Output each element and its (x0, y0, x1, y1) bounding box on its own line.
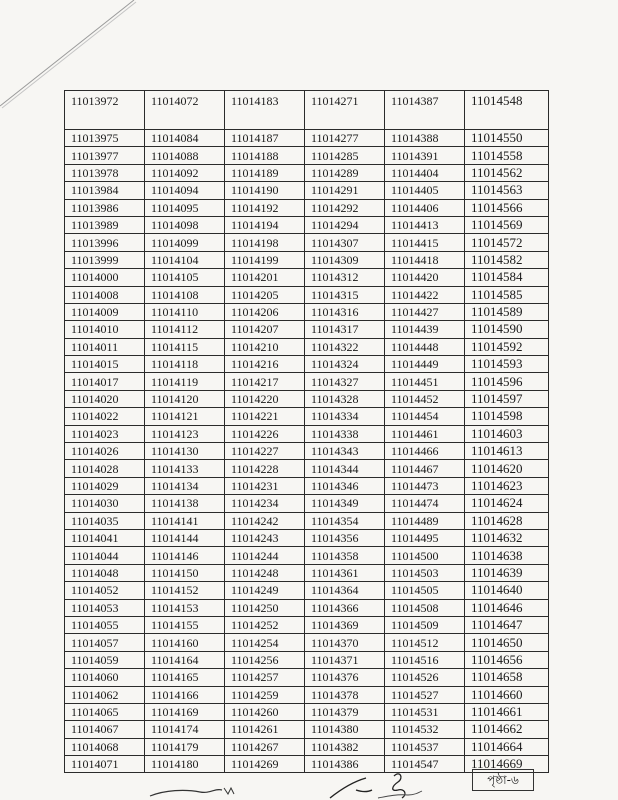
table-cell: 11014598 (465, 408, 549, 425)
table-row (65, 182, 549, 199)
table-row (65, 373, 549, 390)
table-cell: 11014505 (385, 582, 465, 599)
table-cell: 11014067 (65, 721, 145, 738)
table-cell: 11014596 (465, 373, 549, 390)
table-cell: 11014118 (145, 356, 225, 373)
table-cell: 11014192 (225, 199, 305, 216)
table-cell: 11014244 (225, 547, 305, 564)
table-cell: 11014628 (465, 512, 549, 529)
table-cell: 11014055 (65, 616, 145, 633)
table-cell: 11014257 (225, 669, 305, 686)
table-cell: 11014358 (305, 547, 385, 564)
roll-number-table-body (65, 91, 549, 773)
table-cell: 11014048 (65, 564, 145, 581)
table-cell: 11014271 (305, 91, 385, 130)
signature-3-date (378, 791, 422, 798)
table-cell: 11014582 (465, 251, 549, 268)
table-cell: 11014420 (385, 269, 465, 286)
table-cell: 11014388 (385, 130, 465, 147)
table-row (65, 234, 549, 251)
table-cell: 11013972 (65, 91, 145, 130)
table-cell: 11014361 (305, 564, 385, 581)
table-cell: 11014572 (465, 234, 549, 251)
table-cell: 11014531 (385, 703, 465, 720)
table-cell: 11014537 (385, 738, 465, 755)
table-cell: 11014406 (385, 199, 465, 216)
table-cell: 11014509 (385, 616, 465, 633)
table-cell: 11014269 (225, 756, 305, 773)
table-cell: 11014242 (225, 512, 305, 529)
table-cell: 11014166 (145, 686, 225, 703)
table-cell: 11014094 (145, 182, 225, 199)
table-cell: 11014252 (225, 616, 305, 633)
table-cell: 11014020 (65, 390, 145, 407)
table-cell: 11014566 (465, 199, 549, 216)
table-cell: 11013996 (65, 234, 145, 251)
table-row (65, 130, 549, 147)
table-cell: 11013977 (65, 147, 145, 164)
table-cell: 11014508 (385, 599, 465, 616)
table-cell: 11014194 (225, 216, 305, 233)
table-cell: 11014294 (305, 216, 385, 233)
table-cell: 11014405 (385, 182, 465, 199)
table-cell: 11014198 (225, 234, 305, 251)
table-row (65, 669, 549, 686)
roll-number-table (64, 90, 549, 773)
table-cell: 11014017 (65, 373, 145, 390)
table-cell: 11014613 (465, 443, 549, 460)
table-cell: 11014307 (305, 234, 385, 251)
table-cell: 11014376 (305, 669, 385, 686)
table-cell: 11014593 (465, 356, 549, 373)
table-cell: 11014312 (305, 269, 385, 286)
table-cell: 11014267 (225, 738, 305, 755)
table-cell: 11014467 (385, 460, 465, 477)
table-cell: 11014260 (225, 703, 305, 720)
table-cell: 11014291 (305, 182, 385, 199)
table-cell: 11014138 (145, 495, 225, 512)
table-cell: 11013986 (65, 199, 145, 216)
table-cell: 11014516 (385, 651, 465, 668)
table-cell: 11014169 (145, 703, 225, 720)
table-row (65, 460, 549, 477)
table-cell: 11014356 (305, 529, 385, 546)
table-cell: 11014026 (65, 443, 145, 460)
table-cell: 11014369 (305, 616, 385, 633)
table-cell: 11014174 (145, 721, 225, 738)
table-cell: 11014391 (385, 147, 465, 164)
table-cell: 11014364 (305, 582, 385, 599)
table-cell: 11014562 (465, 164, 549, 181)
table-cell: 11014227 (225, 443, 305, 460)
table-cell: 11014328 (305, 390, 385, 407)
table-cell: 11014044 (65, 547, 145, 564)
table-cell: 11014590 (465, 321, 549, 338)
table-cell: 11014427 (385, 303, 465, 320)
table-cell: 11014259 (225, 686, 305, 703)
table-cell: 11014322 (305, 338, 385, 355)
table-cell: 11014130 (145, 443, 225, 460)
table-cell: 11014248 (225, 564, 305, 581)
table-row (65, 686, 549, 703)
table-row (65, 251, 549, 268)
table-cell: 11014466 (385, 443, 465, 460)
table-cell: 11014584 (465, 269, 549, 286)
table-cell: 11014292 (305, 199, 385, 216)
table-cell: 11014165 (145, 669, 225, 686)
table-cell: 11014022 (65, 408, 145, 425)
table-cell: 11014010 (65, 321, 145, 338)
table-cell: 11014646 (465, 599, 549, 616)
table-cell: 11014189 (225, 164, 305, 181)
table-cell: 11014152 (145, 582, 225, 599)
table-cell: 11014309 (305, 251, 385, 268)
table-cell: 11014662 (465, 721, 549, 738)
table-row (65, 321, 549, 338)
table-cell: 11014289 (305, 164, 385, 181)
table-row (65, 616, 549, 633)
table-cell: 11014638 (465, 547, 549, 564)
table-cell: 11014639 (465, 564, 549, 581)
table-cell: 11014338 (305, 425, 385, 442)
table-cell: 11014254 (225, 634, 305, 651)
table-cell: 11014585 (465, 286, 549, 303)
table-cell: 11014454 (385, 408, 465, 425)
table-cell: 11014592 (465, 338, 549, 355)
table-row (65, 582, 549, 599)
table-row (65, 599, 549, 616)
table-cell: 11014121 (145, 408, 225, 425)
table-cell: 11014418 (385, 251, 465, 268)
table-cell: 11014349 (305, 495, 385, 512)
table-cell: 11014029 (65, 477, 145, 494)
table-cell: 11014155 (145, 616, 225, 633)
signature-2 (330, 778, 372, 798)
table-row (65, 303, 549, 320)
table-cell: 11014344 (305, 460, 385, 477)
table-cell: 11014023 (65, 425, 145, 442)
table-row (65, 547, 549, 564)
table-cell: 11014379 (305, 703, 385, 720)
table-cell: 11014183 (225, 91, 305, 130)
table-row (65, 269, 549, 286)
table-cell: 11014640 (465, 582, 549, 599)
table-row (65, 495, 549, 512)
table-row (65, 91, 549, 130)
table-cell: 11014065 (65, 703, 145, 720)
table-cell: 11014547 (385, 756, 465, 773)
table-cell: 11014249 (225, 582, 305, 599)
table-cell: 11014153 (145, 599, 225, 616)
signature-1 (150, 790, 222, 796)
table-row (65, 564, 549, 581)
table-row (65, 634, 549, 651)
table-cell: 11014563 (465, 182, 549, 199)
table-cell: 11014008 (65, 286, 145, 303)
table-row (65, 425, 549, 442)
table-row (65, 721, 549, 738)
table-cell: 11014550 (465, 130, 549, 147)
table-cell: 11014532 (385, 721, 465, 738)
table-cell: 11014603 (465, 425, 549, 442)
table-cell: 11014053 (65, 599, 145, 616)
table-cell: 11014526 (385, 669, 465, 686)
table-cell: 11014207 (225, 321, 305, 338)
table-cell: 11014028 (65, 460, 145, 477)
table-row (65, 443, 549, 460)
table-row (65, 390, 549, 407)
table-cell: 11014387 (385, 91, 465, 130)
table-cell: 11014324 (305, 356, 385, 373)
table-cell: 11013975 (65, 130, 145, 147)
table-cell: 11014315 (305, 286, 385, 303)
table-cell: 11014558 (465, 147, 549, 164)
table-cell: 11014256 (225, 651, 305, 668)
table-cell: 11014449 (385, 356, 465, 373)
table-cell: 11014495 (385, 529, 465, 546)
table-cell: 11014015 (65, 356, 145, 373)
table-cell: 11014413 (385, 216, 465, 233)
table-cell: 11014105 (145, 269, 225, 286)
signatures (0, 760, 460, 800)
table-cell: 11014180 (145, 756, 225, 773)
table-cell: 11014030 (65, 495, 145, 512)
table-cell: 11014205 (225, 286, 305, 303)
table-row (65, 338, 549, 355)
table-cell: 11014201 (225, 269, 305, 286)
table-cell: 11014072 (145, 91, 225, 130)
table-row (65, 356, 549, 373)
table-cell: 11014473 (385, 477, 465, 494)
table-row (65, 512, 549, 529)
table-cell: 11014228 (225, 460, 305, 477)
table-cell: 11014104 (145, 251, 225, 268)
table-cell: 11014597 (465, 390, 549, 407)
table-cell: 11014141 (145, 512, 225, 529)
table-row (65, 216, 549, 233)
table-cell: 11014334 (305, 408, 385, 425)
table-cell: 11014146 (145, 547, 225, 564)
table-cell: 11014382 (305, 738, 385, 755)
table-cell: 11014439 (385, 321, 465, 338)
table-cell: 11014164 (145, 651, 225, 668)
table-cell: 11014261 (225, 721, 305, 738)
table-cell: 11014346 (305, 477, 385, 494)
table-cell: 11014112 (145, 321, 225, 338)
table-cell: 11014088 (145, 147, 225, 164)
table-cell: 11014041 (65, 529, 145, 546)
table-cell: 11014099 (145, 234, 225, 251)
table-cell: 11014071 (65, 756, 145, 773)
table-cell: 11014123 (145, 425, 225, 442)
table-row (65, 199, 549, 216)
table-cell: 11014160 (145, 634, 225, 651)
page-number-box (472, 769, 534, 791)
table-cell: 11013999 (65, 251, 145, 268)
table-cell: 11014664 (465, 738, 549, 755)
table-cell: 11014220 (225, 390, 305, 407)
table-cell: 11014620 (465, 460, 549, 477)
table-cell: 11014378 (305, 686, 385, 703)
table-cell: 11014060 (65, 669, 145, 686)
table-cell: 11014354 (305, 512, 385, 529)
table-cell: 11014500 (385, 547, 465, 564)
table-cell: 11014647 (465, 616, 549, 633)
table-cell: 11014277 (305, 130, 385, 147)
table-cell: 11014000 (65, 269, 145, 286)
table-cell: 11014210 (225, 338, 305, 355)
table-cell: 11014243 (225, 529, 305, 546)
table-cell: 11014650 (465, 634, 549, 651)
table-cell: 11014187 (225, 130, 305, 147)
table-cell: 11014188 (225, 147, 305, 164)
table-cell: 11014452 (385, 390, 465, 407)
table-cell: 11014120 (145, 390, 225, 407)
table-cell: 11014661 (465, 703, 549, 720)
table-cell: 11014144 (145, 529, 225, 546)
table-cell: 11014285 (305, 147, 385, 164)
table-cell: 11014380 (305, 721, 385, 738)
table-row (65, 651, 549, 668)
table-cell: 11014199 (225, 251, 305, 268)
table-cell: 11014059 (65, 651, 145, 668)
table-cell: 11014231 (225, 477, 305, 494)
table-cell: 11014119 (145, 373, 225, 390)
table-cell: 11014217 (225, 373, 305, 390)
table-cell: 11014092 (145, 164, 225, 181)
table-cell: 11014221 (225, 408, 305, 425)
table-cell: 11014062 (65, 686, 145, 703)
table-cell: 11014474 (385, 495, 465, 512)
table-cell: 11014527 (385, 686, 465, 703)
table-cell: 11014098 (145, 216, 225, 233)
table-cell: 11014226 (225, 425, 305, 442)
table-cell: 11014133 (145, 460, 225, 477)
table-cell: 11014386 (305, 756, 385, 773)
table-row (65, 738, 549, 755)
table-cell: 11014658 (465, 669, 549, 686)
table-cell: 11014115 (145, 338, 225, 355)
table-cell: 11013978 (65, 164, 145, 181)
table-cell: 11014632 (465, 529, 549, 546)
table-cell: 11014660 (465, 686, 549, 703)
table-cell: 11014035 (65, 512, 145, 529)
table-cell: 11014589 (465, 303, 549, 320)
table-cell: 11014371 (305, 651, 385, 668)
table-row (65, 408, 549, 425)
table-cell: 11013989 (65, 216, 145, 233)
table-cell: 11014317 (305, 321, 385, 338)
table-row (65, 286, 549, 303)
table-cell: 11014150 (145, 564, 225, 581)
table-cell: 11014489 (385, 512, 465, 529)
table-cell: 11014404 (385, 164, 465, 181)
table-cell: 11014512 (385, 634, 465, 651)
signature-1-tail (224, 788, 234, 794)
table-cell: 11014068 (65, 738, 145, 755)
table-cell: 11014190 (225, 182, 305, 199)
table-cell: 11014503 (385, 564, 465, 581)
table-row (65, 164, 549, 181)
table-cell: 11014343 (305, 443, 385, 460)
table-cell: 11014415 (385, 234, 465, 251)
table-cell: 11014011 (65, 338, 145, 355)
page-number-label: পৃষ্ঠা-৬ (487, 773, 519, 787)
table-cell: 11014009 (65, 303, 145, 320)
table-cell: 11014669 (465, 756, 549, 773)
table-cell: 11014370 (305, 634, 385, 651)
table-cell: 11014095 (145, 199, 225, 216)
table-cell: 11014623 (465, 477, 549, 494)
table-row (65, 477, 549, 494)
table-row (65, 147, 549, 164)
table-cell: 11014057 (65, 634, 145, 651)
table-cell: 11014548 (465, 91, 549, 130)
table-cell: 11014108 (145, 286, 225, 303)
table-cell: 11014052 (65, 582, 145, 599)
table-cell: 11014134 (145, 477, 225, 494)
table-cell: 11014250 (225, 599, 305, 616)
table-cell: 11014451 (385, 373, 465, 390)
table-row (65, 703, 549, 720)
table-cell: 11014206 (225, 303, 305, 320)
table-cell: 11014234 (225, 495, 305, 512)
table-cell: 11014422 (385, 286, 465, 303)
table-cell: 11014216 (225, 356, 305, 373)
table-cell: 11014624 (465, 495, 549, 512)
table-cell: 11014316 (305, 303, 385, 320)
table-cell: 11014656 (465, 651, 549, 668)
table-cell: 11014366 (305, 599, 385, 616)
table-cell: 11014179 (145, 738, 225, 755)
table-cell: 11014569 (465, 216, 549, 233)
table-cell: 11013984 (65, 182, 145, 199)
table-row (65, 529, 549, 546)
table-cell: 11014084 (145, 130, 225, 147)
table-cell: 11014461 (385, 425, 465, 442)
table-cell: 11014448 (385, 338, 465, 355)
table-cell: 11014110 (145, 303, 225, 320)
table-cell: 11014327 (305, 373, 385, 390)
